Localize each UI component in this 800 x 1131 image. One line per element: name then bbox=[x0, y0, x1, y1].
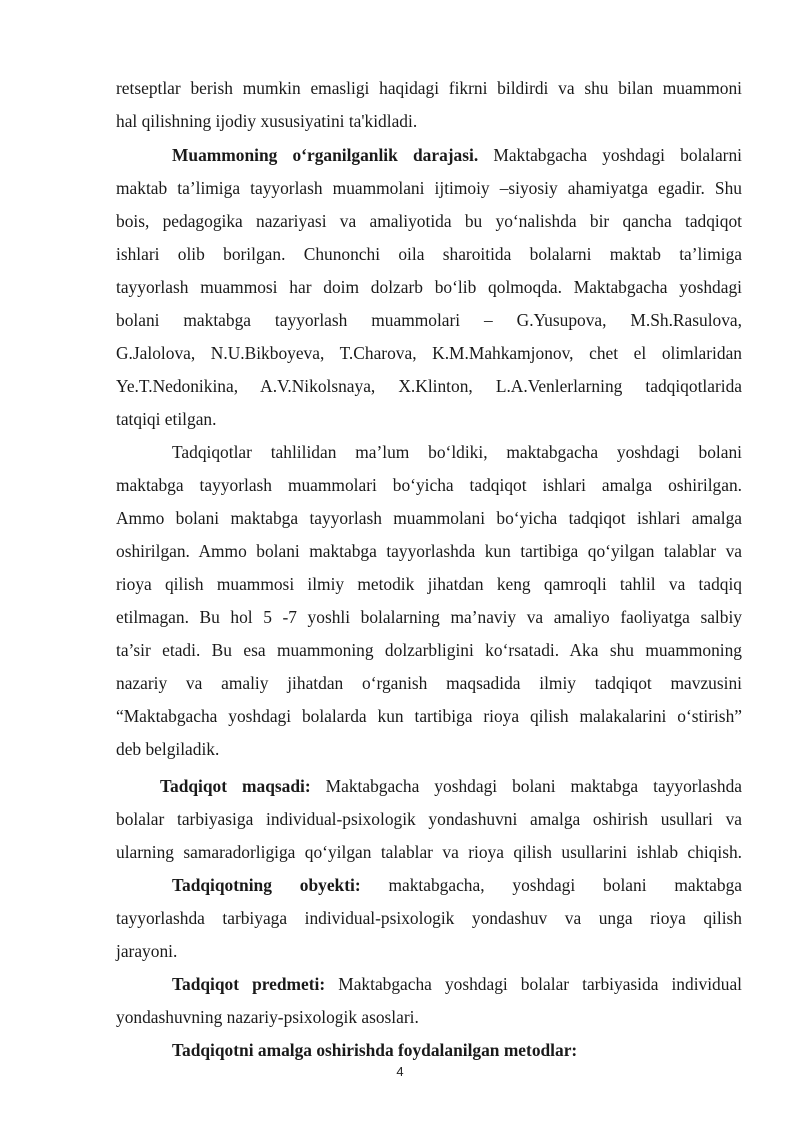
text-line: ularning samaradorligiga qo‘yilgan talablar va rioya qilish usullarini ishlab chiqish. bbox=[116, 842, 742, 862]
text-line: hal qilishning ijodiy xususiyatini ta'kidladi. bbox=[116, 111, 418, 131]
text-line: “Maktabgacha yoshdagi bolalarda kun tartibiga rioya qilish malakalarini o‘stirish” bbox=[116, 706, 742, 726]
section-heading: Tadqiqotning obyekti: bbox=[172, 875, 361, 895]
paragraph-first-line bbox=[172, 973, 742, 995]
text-line: bois, pedagogika nazariyasi va amaliyotida bu yo‘nalishda bir qancha tadqiqot bbox=[116, 211, 742, 231]
text-line: maktab ta’limiga tayyorlash muammolani ijtimoiy –siyosiy ahamiyatga egadir. Shu bbox=[116, 178, 742, 198]
text-line: tayyorlash muammosi har doim dolzarb bo‘lib qolmoqda. Maktabgacha yoshdagi bbox=[116, 277, 742, 297]
paragraph-first-line bbox=[172, 144, 742, 166]
text-line: Tadqiqotlar tahlilidan ma’lum bo‘ldiki, maktabgacha yoshdagi bolani bbox=[172, 442, 742, 462]
page-number: 4 bbox=[396, 1064, 404, 1079]
section-heading: Muammoning o‘rganilganlik darajasi. bbox=[172, 145, 479, 165]
text-line: rioya qilish muammosi ilmiy metodik jihatdan keng qamroqli tahlil va tadqiq bbox=[116, 574, 742, 594]
text-span: maktabgacha, yoshdagi bolani maktabga bbox=[388, 875, 742, 895]
section-heading: Tadqiqot predmeti: bbox=[172, 974, 326, 994]
text-line: jarayoni. bbox=[116, 941, 178, 961]
text-span: Maktabgacha yoshdagi bolalarni bbox=[493, 145, 742, 165]
text-line: bolalar tarbiyasiga individual-psixologik yondashuvni amalga oshirish usullari va bbox=[116, 809, 742, 829]
text-line: Ammo bolani maktabga tayyorlash muammolani bo‘yicha tadqiqot ishlari amalga bbox=[116, 508, 742, 528]
text-line: nazariy va amaliy jihatdan o‘rganish maqsadida ilmiy tadqiqot mavzusini bbox=[116, 673, 742, 693]
text-line: etilmagan. Bu hol 5 -7 yoshli bolalarning ma’naviy va amaliyo faoliyatga salbiy bbox=[116, 607, 742, 627]
section-heading: Tadqiqot maqsadi: bbox=[160, 776, 311, 796]
text-line: ishlari olib borilgan. Chunonchi oila sharoitida bolalarni maktab ta’limiga bbox=[116, 244, 742, 264]
text-line: oshirilgan. Ammo bolani maktabga tayyorlashda kun tartibiga qo‘yilgan talablar va bbox=[116, 541, 742, 561]
paragraph-first-line bbox=[160, 775, 742, 797]
text-line: retseptlar berish mumkin emasligi haqidagi fikrni bildirdi va shu bilan muammoni bbox=[116, 78, 742, 98]
text-span: Maktabgacha yoshdagi bolalar tarbiyasida individual bbox=[338, 974, 742, 994]
text-line: yondashuvning nazariy-psixologik asoslari. bbox=[116, 1007, 419, 1027]
text-line: G.Jalolova, N.U.Bikboyeva, T.Charova, K.M.Mahkamjonov, chet el olimlaridan bbox=[116, 343, 742, 363]
text-line: maktabga tayyorlash muammolari bo‘yicha tadqiqot ishlari amalga oshirilgan. bbox=[116, 475, 742, 495]
text-line: ta’sir etadi. Bu esa muammoning dolzarbligini ko‘rsatadi. Aka shu muammoning bbox=[116, 640, 742, 660]
text-line: tatqiqi etilgan. bbox=[116, 409, 217, 429]
text-line: tayyorlashda tarbiyaga individual-psixologik yondashuv va unga rioya qilish bbox=[116, 908, 742, 928]
text-line: bolani maktabga tayyorlash muammolari – G.Yusupova, M.Sh.Rasulova, bbox=[116, 310, 742, 330]
text-line: Ye.T.Nedonikina, A.V.Nikolsnaya, X.Klinton, L.A.Venlerlarning tadqiqotlarida bbox=[116, 376, 742, 396]
text-line: deb belgiladik. bbox=[116, 739, 220, 759]
text-span: Maktabgacha yoshdagi bolani maktabga tayyorlashda bbox=[325, 776, 742, 796]
paragraph-first-line bbox=[172, 874, 742, 896]
section-heading: Tadqiqotni amalga oshirishda foydalanilgan metodlar: bbox=[172, 1040, 578, 1060]
